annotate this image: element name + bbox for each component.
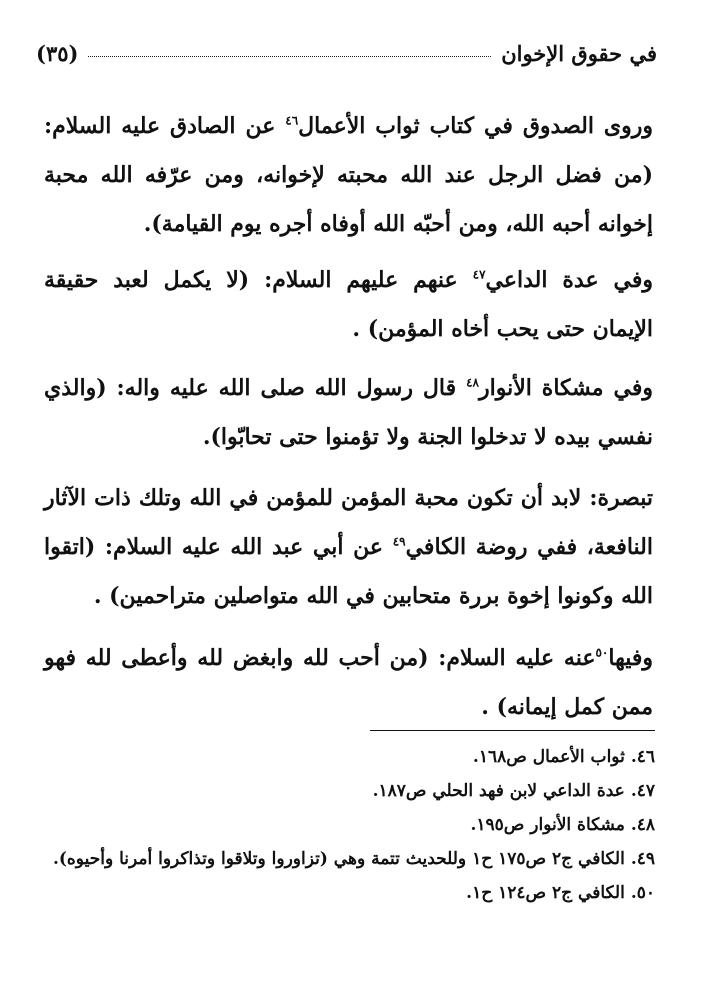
paragraph-text: قال رسول الله صلى الله عليه واله: (والذي نفسي بيده لا تدخلوا الجنة ولا تؤمنوا حتى تحابّوا). — [44, 375, 653, 450]
footnote-number: ٤٩. — [630, 849, 655, 869]
paragraph-thawab — [44, 102, 653, 249]
footnote-50 — [44, 876, 655, 910]
footnote-number: ٥٠. — [630, 883, 655, 903]
header-dotted-rule — [88, 56, 491, 57]
paragraph-tabsira — [44, 474, 653, 621]
footnote-number: ٤٨. — [630, 815, 655, 835]
footnote-number: ٤٧. — [630, 781, 655, 801]
paragraph-text: عنه عليه السلام: (من أحب لله وابغض لله وأعطى لله فهو ممن كمل إيمانه) . — [44, 645, 653, 720]
footnote-text: الكافي ج٢ ص١٧٥ ح١ وللحديث تتمة وهي (تزاوروا وتلاقوا وتذاكروا أمرنا وأحيوه). — [52, 849, 625, 869]
paragraph-text: وفي مشكاة الأنوار — [478, 375, 654, 401]
paragraph-text: وفي عدة الداعي — [485, 267, 653, 293]
footnote-separator — [370, 730, 655, 731]
paragraph-text: عن الصادق عليه السلام: (من فضل الرجل عند الله محبته لإخوانه، ومن عرّفه الله محبة إخوانه أحبه الله، ومن أحبّه الله أوفاه أجره يوم القيامة). — [44, 113, 653, 237]
footnote-48 — [44, 808, 655, 842]
paragraph-text: عن أبي عبد الله عليه السلام: (اتقوا الله وكونوا إخوة بررة متحابين في الله متواصلين متراحمين) . — [44, 534, 653, 609]
footnote-47 — [44, 774, 655, 808]
header-title: في حقوق الإخوان — [501, 41, 657, 66]
footnote-text: ثواب الأعمال ص١٦٨. — [472, 747, 625, 767]
paragraph-mishkat — [44, 364, 653, 462]
paragraph-text: عنهم عليهم السلام: (لا يكمل لعبد حقيقة الإيمان حتى يحب أخاه المؤمن) . — [44, 267, 653, 342]
footnote-text: الكافي ج٢ ص١٢٤ ح١. — [466, 883, 625, 903]
page-number: (٣٥) — [36, 41, 79, 66]
paragraph-text: لابد أن تكون محبة المؤمن للمؤمن في الله وتلك ذات الآثار النافعة، ففي روضة الكافي — [44, 485, 653, 560]
footnote-ref: ٤٧ — [472, 267, 486, 282]
running-header — [36, 26, 657, 66]
footnotes — [44, 740, 655, 910]
paragraph-uddat — [44, 256, 653, 354]
paragraph-text: وفيها — [608, 645, 653, 671]
footnote-text: مشكاة الأنوار ص١٩٥. — [470, 815, 625, 835]
footnote-ref: ٤٩ — [392, 534, 406, 549]
footnote-ref: ٤٨ — [466, 375, 479, 390]
paragraph-wafiha — [44, 634, 653, 732]
paragraph-lead: تبصرة: — [589, 485, 653, 511]
footnote-49 — [44, 842, 655, 876]
footnote-ref: ٤٦ — [285, 113, 299, 128]
paragraph-text: وروى الصدوق في كتاب ثواب الأعمال — [298, 113, 654, 139]
footnote-text: عدة الداعي لابن فهد الحلي ص١٨٧. — [372, 781, 625, 801]
footnote-ref: ٥٠ — [595, 645, 609, 660]
footnote-number: ٤٦. — [630, 747, 655, 767]
footnote-46 — [44, 740, 655, 774]
